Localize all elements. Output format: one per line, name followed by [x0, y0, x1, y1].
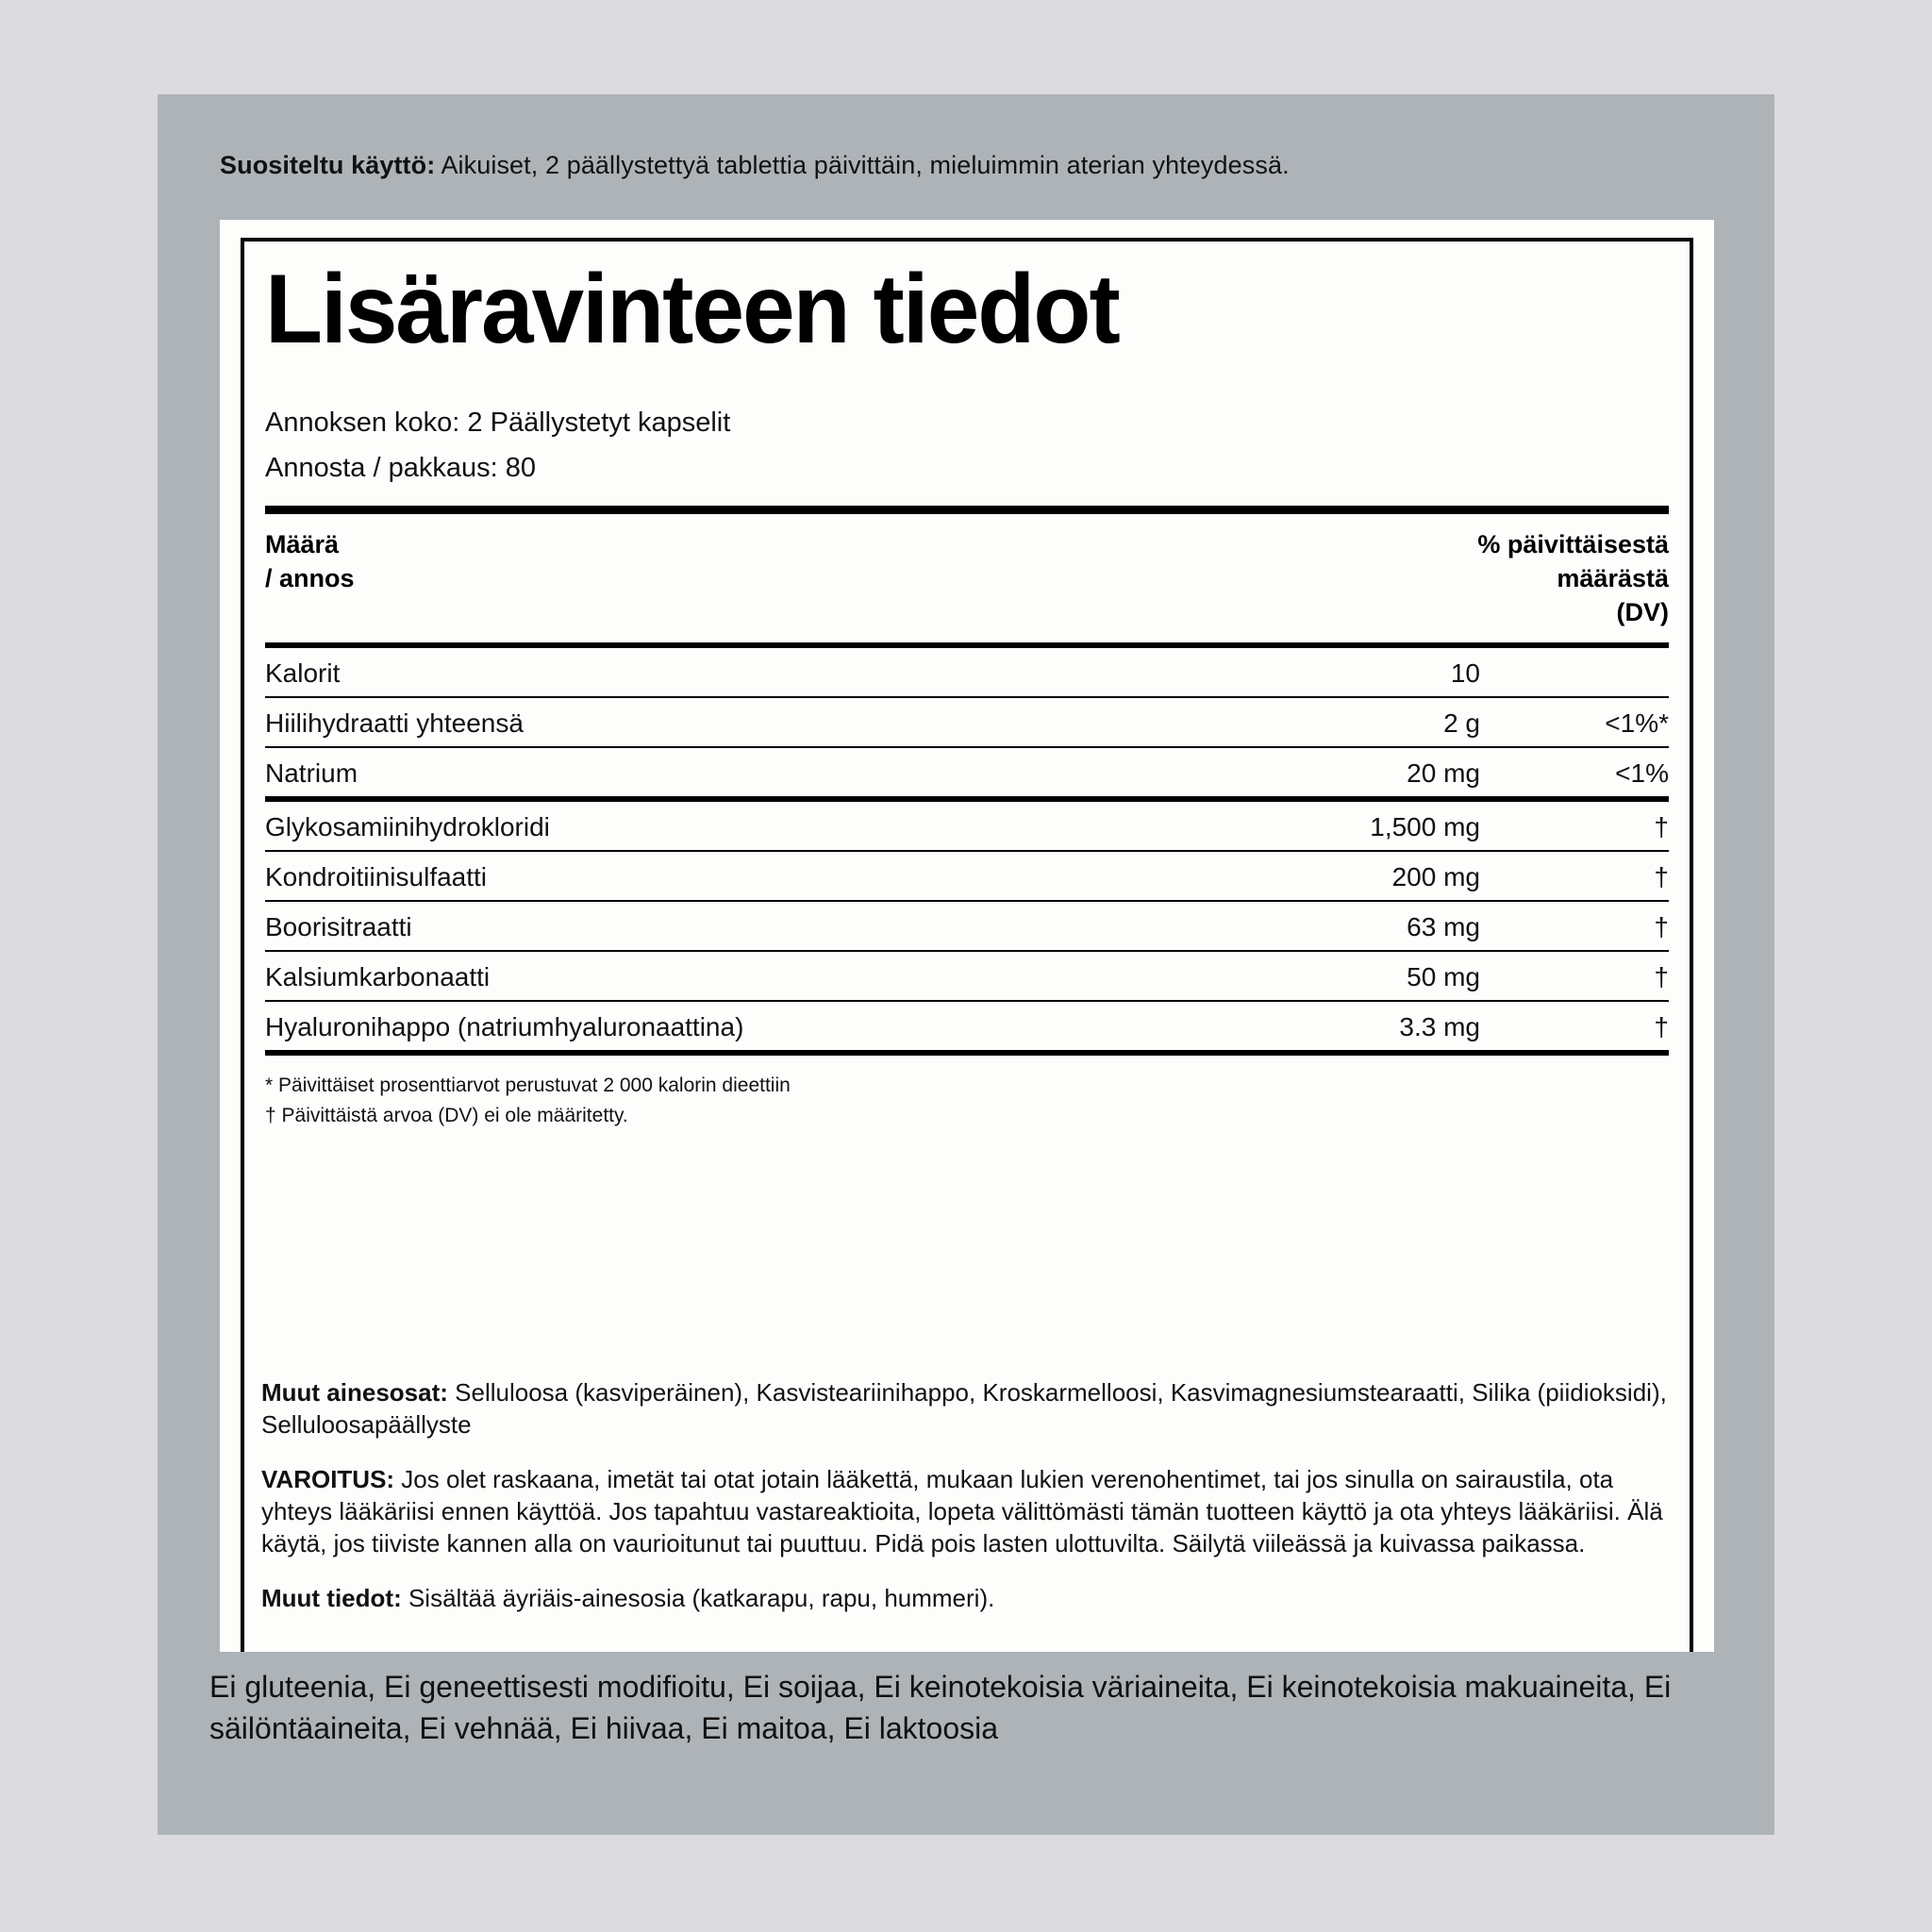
- other-info-label: Muut tiedot:: [261, 1584, 402, 1612]
- nutrient-dv: <1%: [1615, 758, 1669, 788]
- nutrient-name: Kalorit: [265, 658, 341, 688]
- nutrient-name: Kondroitiinisulfaatti: [265, 862, 488, 891]
- dv-header-line-3: (DV): [1616, 598, 1669, 626]
- amount-column-header: [265, 527, 355, 595]
- amount-header-line-1: Määrä: [265, 530, 340, 558]
- other-info-text: Sisältää äyriäis-ainesosia (katkarapu, rapu, hummeri).: [401, 1584, 995, 1612]
- nutrient-amount: 1,500 mg: [1370, 812, 1480, 841]
- serving-info: [265, 400, 1669, 491]
- serving-size: Annoksen koko: 2 Päällystetyt kapselit: [265, 408, 731, 438]
- panel-body-text: [241, 1376, 1693, 1614]
- directions-line: [220, 149, 1729, 181]
- table-row: [265, 698, 1669, 746]
- table-row: [265, 748, 1669, 796]
- table-column-headers: [265, 514, 1669, 642]
- nutrient-dv: †: [1654, 962, 1669, 991]
- nutrient-amount: 200 mg: [1391, 862, 1480, 891]
- other-ingredients-text: Selluloosa (kasviperäinen), Kasvisteariinihappo, Kroskarmelloosi, Kasvimagnesiumstearaatti, Silika (piidioksidi), Selluloosapäällyste: [261, 1378, 1667, 1439]
- nutrient-amount: 2 g: [1443, 708, 1480, 738]
- supplement-facts-title: Lisäravinteen tiedot: [265, 255, 1119, 364]
- footnote-dagger: † Päivittäistä arvoa (DV) ei ole määritetty.: [265, 1105, 628, 1126]
- warning-paragraph: [261, 1463, 1673, 1559]
- directions-text: Aikuiset, 2 päällystettyä tablettia päivittäin, mieluimmin aterian yhteydessä.: [435, 151, 1290, 179]
- supplement-label-card: [158, 94, 1774, 1835]
- other-ingredients-label: Muut ainesosat:: [261, 1378, 448, 1407]
- amount-header-line-2: / annos: [265, 564, 355, 592]
- warning-text: Jos olet raskaana, imetät tai otat jotain lääkettä, mukaan lukien verenohentimet, tai jos sinulla on sairaustila, ota yhteys lääkäriisi ennen käyttöä. Jos tapahtuu vastareaktioita, lopeta välittömästi tämän tuotteen käyttö ja ota yhteys lääkäriisi. Älä käytä, jos tiiviste kannen alla on vaurioitunut tai puuttuu. Pidä pois lasten ulottuvilta. Säilytä viileässä ja kuivassa paikassa.: [261, 1465, 1663, 1557]
- nutrient-dv: †: [1654, 1012, 1669, 1041]
- servings-per-container: Annosta / pakkaus: 80: [265, 453, 536, 483]
- nutrient-dv: †: [1654, 812, 1669, 841]
- nutrient-name: Hiilihydraatti yhteensä: [265, 708, 524, 738]
- table-row: [265, 648, 1669, 696]
- free-from-claims: Ei gluteenia, Ei geneettisesti modifioitu, Ei soijaa, Ei keinotekoisia väriaineita, Ei keinotekoisia makuaineita, Ei säilöntäaineita, Ei vehnää, Ei hiivaa, Ei maitoa, Ei laktoosia: [209, 1670, 1672, 1745]
- table-row: [265, 952, 1669, 1000]
- rule-below-serving-info: [265, 506, 1669, 514]
- warning-label: VAROITUS:: [261, 1465, 395, 1493]
- dv-header-line-2: määrästä: [1557, 564, 1669, 592]
- directions-label: Suositeltu käyttö:: [220, 151, 436, 179]
- nutrient-name: Glykosamiinihydrokloridi: [265, 812, 550, 841]
- table-row: [265, 852, 1669, 900]
- nutrient-amount: 10: [1450, 658, 1480, 688]
- footnote-asterisk: * Päivittäiset prosenttiarvot perustuvat 2 000 kalorin dieettiin: [265, 1074, 791, 1096]
- dv-column-header: [1477, 527, 1669, 629]
- nutrient-amount: 63 mg: [1407, 912, 1480, 941]
- nutrient-name: Boorisitraatti: [265, 912, 412, 941]
- supplement-facts-panel: [220, 220, 1714, 1652]
- nutrient-amount: 20 mg: [1407, 758, 1480, 788]
- dv-header-line-1: % päivittäisestä: [1477, 530, 1669, 558]
- nutrient-name: Kalsiumkarbonaatti: [265, 962, 491, 991]
- table-row: [265, 902, 1669, 950]
- nutrient-name: Hyaluronihappo (natriumhyaluronaattina): [265, 1012, 744, 1041]
- footnotes: [265, 1056, 1669, 1131]
- nutrient-amount: 3.3 mg: [1399, 1012, 1480, 1041]
- nutrient-dv: †: [1654, 862, 1669, 891]
- nutrient-name: Natrium: [265, 758, 358, 788]
- other-info-paragraph: [261, 1582, 1673, 1614]
- nutrient-dv: <1%*: [1605, 708, 1669, 738]
- nutrient-amount: 50 mg: [1407, 962, 1480, 991]
- nutrient-dv: †: [1654, 912, 1669, 941]
- other-ingredients-paragraph: [261, 1376, 1673, 1441]
- table-row: [265, 802, 1669, 850]
- table-row: [265, 1002, 1669, 1050]
